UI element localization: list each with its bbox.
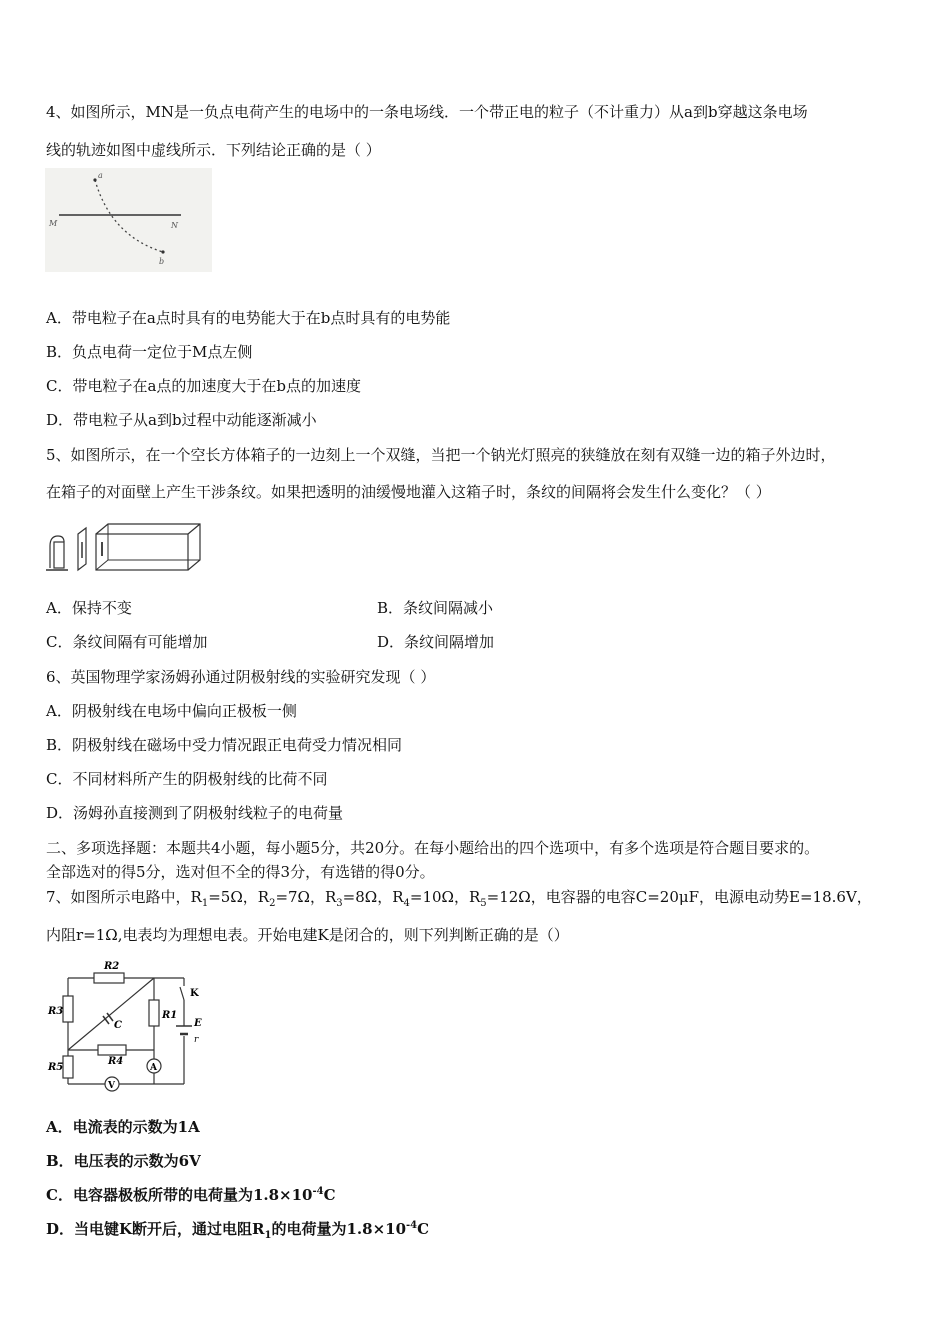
q4-option-a: A．带电粒子在a点时具有的电势能大于在b点时具有的电势能 — [46, 309, 451, 327]
label-r1: R1 — [162, 1010, 178, 1021]
q5-stem-line2: 在箱子的对面壁上产生干涉条纹。如果把透明的油缓慢地灌入这箱子时，条纹的间隔将会发生什么变化？（ ） — [46, 483, 771, 501]
label-e: E — [194, 1018, 202, 1029]
q5-stem-line1: 5、如图所示，在一个空长方体箱子的一边刻上一个双缝，当把一个钠光灯照亮的狭缝放在刻有双缝一边的箱子外边时， — [46, 446, 836, 464]
label-r-internal: r — [194, 1035, 199, 1045]
resistor-r3 — [63, 996, 73, 1022]
q4-option-b: B．负点电荷一定位于M点左侧 — [46, 343, 253, 361]
q7-circuit-figure — [44, 956, 214, 1092]
q4-stem-line1: 4、如图所示，MN是一负点电荷产生的电场中的一条电场线．一个带正电的粒子（不计重力）从a到b穿越这条电场 — [46, 103, 808, 121]
section2-heading-line2: 全部选对的得5分，选对但不全的得3分，有选错的得0分。 — [46, 863, 435, 881]
label-c: C — [114, 1020, 122, 1031]
resistor-r4 — [98, 1045, 126, 1055]
q4-field-line-figure — [45, 168, 212, 272]
q6-stem: 6、英国物理学家汤姆孙通过阴极射线的实验研究发现（ ） — [46, 668, 436, 686]
q4-option-d: D．带电粒子从a到b过程中动能逐渐减小 — [46, 411, 317, 429]
q5-box-figure — [44, 520, 204, 574]
q4-option-c: C．带电粒子在a点的加速度大于在b点的加速度 — [46, 377, 362, 395]
q5-option-a: A．保持不变 — [46, 599, 132, 617]
q6-option-b: B．阴极射线在磁场中受力情况跟正电荷受力情况相同 — [46, 736, 403, 754]
q7-stem-line1: 7、如图所示电路中，$R_1=5\Omega$，$R_2=7\Omega$，$R_3=8\Omega$，$R_4=10\Omega$，$R_5=12\Omega$，电容器的电容C=20μF，电源电动势E=18.6V， — [46, 888, 872, 909]
lamp-icon — [50, 536, 64, 568]
point-a — [93, 178, 96, 181]
q5-option-b: B．条纹间隔减小 — [377, 599, 494, 617]
q5-option-d: D．条纹间隔增加 — [377, 633, 495, 651]
q5-option-c: C．条纹间隔有可能增加 — [46, 633, 208, 651]
label-r4: R4 — [108, 1056, 124, 1067]
resistor-r1 — [149, 1000, 159, 1026]
label-a: A — [150, 1063, 157, 1073]
resistor-r5 — [63, 1056, 73, 1078]
q6-option-c: C．不同材料所产生的阴极射线的比荷不同 — [46, 770, 328, 788]
label-m: M — [49, 219, 58, 228]
label-r5: R5 — [48, 1062, 64, 1073]
resistor-r2 — [94, 973, 124, 983]
box-back — [96, 524, 200, 570]
q7-stem-line2: 内阻r=1Ω,电表均为理想电表。开始电建K是闭合的，则下列判断正确的是（） — [46, 926, 569, 944]
section2-heading-line1: 二、多项选择题：本题共4小题，每小题5分，共20分。在每小题给出的四个选项中，有多个选项是符合题目要求的。 — [46, 839, 820, 857]
q7-option-c: C．电容器极板所带的电荷量为$1.8\times 10^{-4}C$ — [46, 1186, 336, 1204]
q4-stem-line2: 线的轨迹如图中虚线所示．下列结论正确的是（ ） — [46, 141, 381, 159]
q7-option-a: A．电流表的示数为1A — [46, 1118, 200, 1136]
label-b: b — [159, 257, 165, 266]
q6-option-a: A．阴极射线在电场中偏向正极板一侧 — [46, 702, 297, 720]
label-a: a — [98, 171, 103, 180]
label-r2: R2 — [104, 961, 120, 972]
figure-background — [45, 168, 212, 272]
label-n: N — [171, 221, 178, 230]
q7-option-b: B．电压表的示数为6V — [46, 1152, 201, 1170]
label-k: K — [190, 988, 199, 999]
point-b — [161, 250, 164, 253]
label-v: V — [108, 1081, 115, 1091]
q6-option-d: D．汤姆孙直接测到了阴极射线粒子的电荷量 — [46, 804, 344, 822]
box-front — [96, 534, 188, 570]
label-r3: R3 — [48, 1006, 64, 1017]
q7-option-d: D．当电键K断开后，通过电阻$R_1$的电荷量为$1.8\times 10^{-4}C$ — [46, 1220, 430, 1241]
